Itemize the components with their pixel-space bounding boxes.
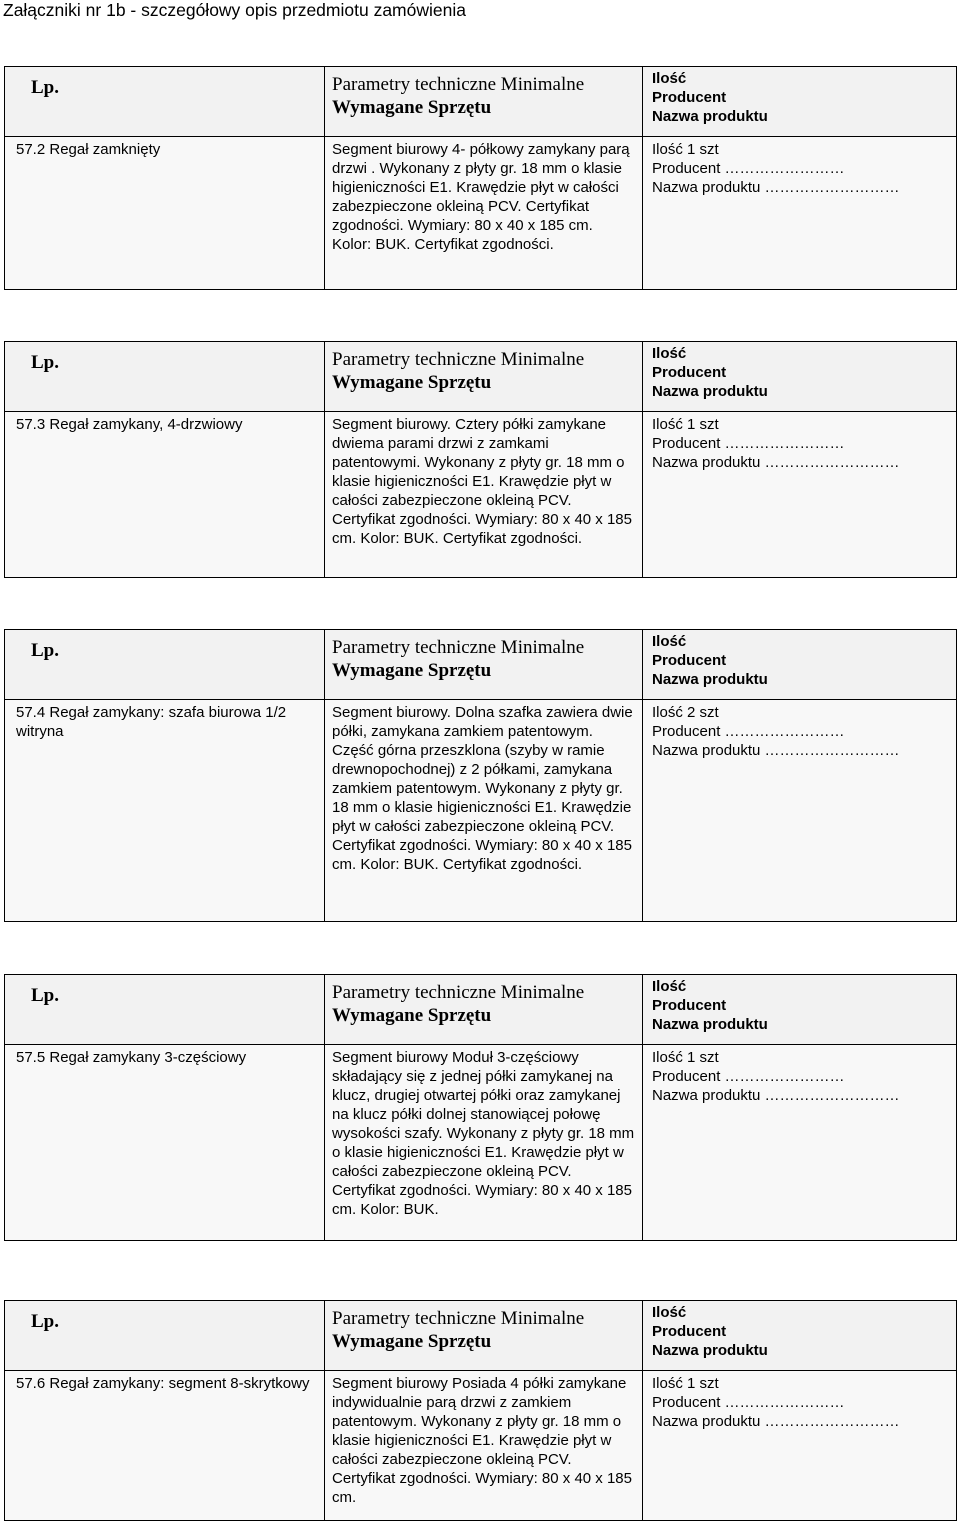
- header-lp: Lp.: [31, 77, 59, 98]
- header-product-name: Nazwa produktu: [652, 1342, 768, 1359]
- header-producer: Producent: [652, 1323, 727, 1340]
- item-qty: Ilość 1 szt: [652, 1375, 719, 1392]
- header-product-name: Nazwa produktu: [652, 671, 768, 688]
- item-lp: 57.2 Regał zamknięty: [16, 141, 161, 158]
- item-lp: 57.6 Regał zamykany: segment 8-skrytkowy: [16, 1375, 310, 1392]
- header-params-line2: Wymagane Sprzętu: [332, 97, 492, 118]
- header-params-line2: Wymagane Sprzętu: [332, 660, 492, 681]
- spec-table: [4, 341, 957, 578]
- item-product-name: Nazwa produktu ………………………: [652, 1413, 900, 1430]
- header-producer: Producent: [652, 997, 727, 1014]
- item-description: Segment biurowy. Dolna szafka zawiera dwie półki, zamykana zamkiem patentowym. Część górna przeszklona (szyby w ramie drewnopochodnej) z 2 półkami, zamykana zamkiem patentowym. Wykonany z płyty gr. 18 mm o klasie higieniczności E1. Krawędzie płyt w całości zabezpieczone okleiną PCV. Certyfikat zgodności. Wymiary: 80 x 40 x 185 cm. Kolor: BUK. Certyfikat zgodności.: [332, 704, 633, 873]
- table-row: [5, 700, 957, 922]
- table-header-row: [5, 1301, 957, 1371]
- item-description: Segment biurowy 4- półkowy zamykany parą drzwi . Wykonany z płyty gr. 18 mm o klasie higieniczności E1. Krawędzie płyt w całości zabezpieczone okleiną PCV. Certyfikat zgodności. Wymiary: 80 x 40 x 185 cm. Kolor: BUK. Certyfikat zgodności.: [332, 141, 630, 253]
- item-product-name: Nazwa produktu ………………………: [652, 1087, 900, 1104]
- header-producer: Producent: [652, 364, 727, 381]
- item-description: Segment biurowy Posiada 4 półki zamykane indywidualnie parą drzwi z zamkiem patentowym. Wykonany z płyty gr. 18 mm o klasie higieniczności E1. Krawędzie płyt w całości zabezpieczone okleiną PCV. Certyfikat zgodności. Wymiary: 80 x 40 x 185 cm.: [332, 1375, 632, 1506]
- header-qty-cell: [643, 67, 957, 137]
- header-product-name: Nazwa produktu: [652, 383, 768, 400]
- item-qty: Ilość 2 szt: [652, 704, 719, 721]
- spec-table: [4, 1300, 957, 1521]
- table-header-row: [5, 67, 957, 137]
- header-lp: Lp.: [31, 352, 59, 373]
- header-product-name: Nazwa produktu: [652, 108, 768, 125]
- item-producer: Producent ……………………: [652, 1068, 845, 1085]
- item-producer: Producent ……………………: [652, 1394, 845, 1411]
- header-params-line1: Parametry techniczne Minimalne: [332, 1308, 585, 1329]
- table-row: [5, 1371, 957, 1521]
- item-description: Segment biurowy. Cztery półki zamykane dwiema parami drzwi z zamkami patentowymi. Wykonany z płyty gr. 18 mm o klasie higieniczności E1. Krawędzie płyt w całości zabezpieczone okleiną PCV. Certyfikat zgodności. Wymiary: 80 x 40 x 185 cm. Kolor: BUK. Certyfikat zgodności.: [332, 416, 632, 547]
- item-lp: 57.3 Regał zamykany, 4-drzwiowy: [16, 416, 243, 433]
- header-params-line1: Parametry techniczne Minimalne: [332, 637, 585, 658]
- header-producer: Producent: [652, 89, 727, 106]
- item-product-name: Nazwa produktu ………………………: [652, 742, 900, 759]
- header-producer: Producent: [652, 652, 727, 669]
- table-header-row: [5, 630, 957, 700]
- spec-table: [4, 629, 957, 922]
- item-producer: Producent ……………………: [652, 435, 845, 452]
- item-qty: Ilość 1 szt: [652, 416, 719, 433]
- table-row: [5, 137, 957, 290]
- header-params-line2: Wymagane Sprzętu: [332, 372, 492, 393]
- header-params-line1: Parametry techniczne Minimalne: [332, 74, 585, 95]
- header-qty: Ilość: [652, 1304, 687, 1321]
- item-producer: Producent ……………………: [652, 160, 845, 177]
- table-row: [5, 1045, 957, 1241]
- item-description: Segment biurowy Moduł 3-częściowy składający się z jednej półki zamykanej na klucz, drugiej otwartej półki oraz zamykanej na klucz półki dolnej stanowiącej połowę wysokości szafy. Wykonany z płyty gr. 18 mm o klasie higieniczności E1. Krawędzie płyt w całości zabezpieczone okleiną PCV. Certyfikat zgodności. Wymiary: 80 x 40 x 185 cm. Kolor: BUK.: [332, 1049, 635, 1218]
- spec-table: [4, 974, 957, 1241]
- header-product-name: Nazwa produktu: [652, 1016, 768, 1033]
- header-qty: Ilość: [652, 978, 687, 995]
- header-qty: Ilość: [652, 70, 687, 87]
- header-qty: Ilość: [652, 345, 687, 362]
- document-title: Załączniki nr 1b - szczegółowy opis przedmiotu zamówienia: [3, 0, 466, 20]
- item-qty: Ilość 1 szt: [652, 141, 719, 158]
- spec-table: [4, 66, 957, 290]
- header-lp: Lp.: [31, 985, 59, 1006]
- item-lp: 57.5 Regał zamykany 3-częściowy: [16, 1049, 247, 1066]
- item-product-name: Nazwa produktu ………………………: [652, 179, 900, 196]
- header-lp-cell: [5, 67, 325, 137]
- item-qty: Ilość 1 szt: [652, 1049, 719, 1066]
- item-lp: 57.4 Regał zamykany: szafa biurowa 1/2 witryna: [16, 704, 287, 740]
- header-params-line2: Wymagane Sprzętu: [332, 1005, 492, 1026]
- item-producer: Producent ……………………: [652, 723, 845, 740]
- table-row: [5, 412, 957, 578]
- header-lp: Lp.: [31, 1311, 59, 1332]
- header-params-line2: Wymagane Sprzętu: [332, 1331, 492, 1352]
- item-product-name: Nazwa produktu ………………………: [652, 454, 900, 471]
- header-params-line1: Parametry techniczne Minimalne: [332, 982, 585, 1003]
- header-params-line1: Parametry techniczne Minimalne: [332, 349, 585, 370]
- header-qty: Ilość: [652, 633, 687, 650]
- header-lp: Lp.: [31, 640, 59, 661]
- table-header-row: [5, 975, 957, 1045]
- table-header-row: [5, 342, 957, 412]
- header-params-cell: [325, 67, 643, 137]
